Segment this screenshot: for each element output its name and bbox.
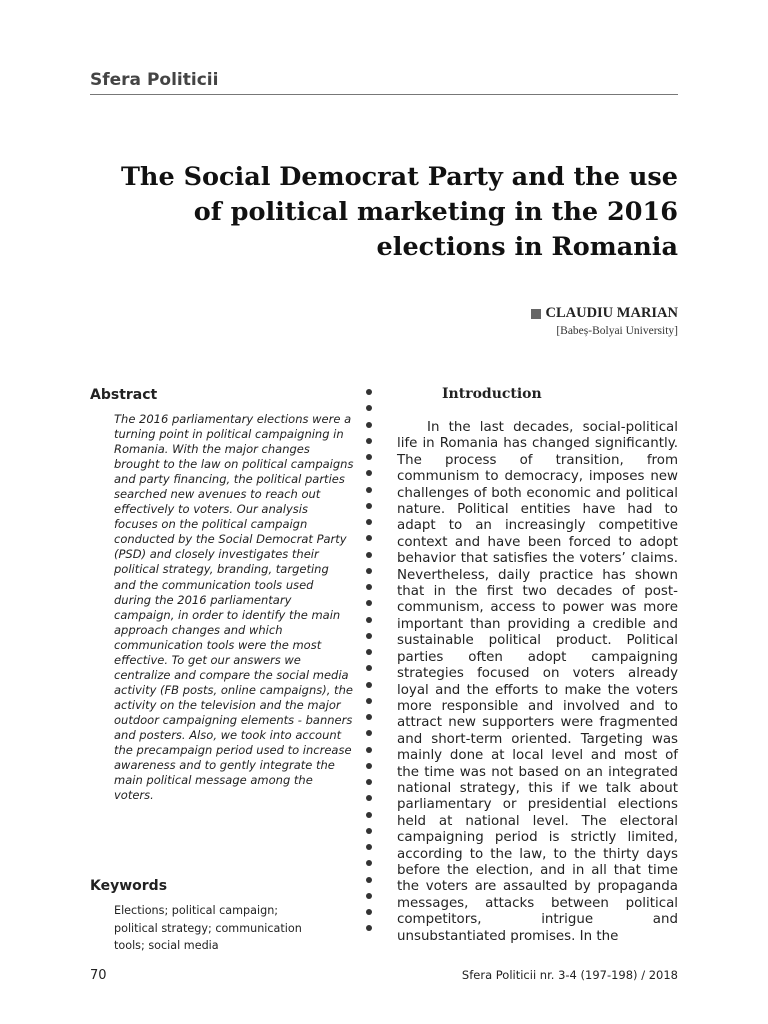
divider-dot [366, 568, 372, 574]
divider-dot [366, 649, 372, 655]
divider-dot [366, 909, 372, 915]
divider-dot [366, 893, 372, 899]
divider-dot [366, 405, 372, 411]
divider-dot [366, 795, 372, 801]
divider-dot [366, 682, 372, 688]
divider-dot [366, 844, 372, 850]
divider-dot [366, 633, 372, 639]
divider-dot [366, 438, 372, 444]
author-affiliation: [Babeș-Bolyai University] [556, 325, 678, 337]
divider-dot [366, 860, 372, 866]
page-number: 70 [90, 968, 107, 983]
keywords-heading: Keywords [90, 878, 168, 894]
divider-dot [366, 519, 372, 525]
divider-dot [366, 779, 372, 785]
divider-dot [366, 877, 372, 883]
divider-dot [366, 698, 372, 704]
divider-dot [366, 535, 372, 541]
divider-dot [366, 828, 372, 834]
divider-dot [366, 925, 372, 931]
divider-dot [366, 747, 372, 753]
divider-dot [366, 454, 372, 460]
divider-dot [366, 763, 372, 769]
abstract-heading: Abstract [90, 387, 158, 403]
divider-dot [366, 584, 372, 590]
divider-dot [366, 730, 372, 736]
divider-dot [366, 487, 372, 493]
divider-dot [366, 812, 372, 818]
journal-header: Sfera Politicii [90, 70, 678, 95]
author-square-icon [531, 309, 541, 319]
abstract-text: The 2016 parliamentary elections were a turning point in political campaigning in Romania. With the major changes brought to the law on political campaigns and party financing, the political parties searched new avenues to reach out effectively to voters. Our analysis focuses on the political campaign conducted by the Social Democrat Party (PSD) and closely investigates their political strategy, branding, targeting and the communication tools used during the 2016 parliamentary campaign, in order to identify the main approach changes and which communication tools were the most effective. To get our answers we centralize and compare the social media activity (FB posts, online campaigns), the activity on the television and the major outdoor campaigning elements - banners and posters. Also, we took into account the precampaign period used to increase awareness and to gently integrate the main political message among the voters. [114, 412, 354, 803]
keywords-text: Elections; political campaign; political strategy; communication tools; social media [114, 904, 302, 952]
author-name: CLAUDIU MARIAN [545, 305, 678, 321]
divider-dot [366, 617, 372, 623]
divider-dot [366, 600, 372, 606]
divider-dot [366, 714, 372, 720]
divider-dot [366, 470, 372, 476]
introduction-heading: Introduction [442, 386, 542, 402]
divider-dot [366, 422, 372, 428]
divider-dot [366, 665, 372, 671]
divider-dot [366, 389, 372, 395]
divider-dot [366, 503, 372, 509]
author-line [531, 305, 678, 322]
column-divider-dots [366, 389, 376, 942]
divider-dot [366, 552, 372, 558]
introduction-text: In the last decades, social-political life in Romania has changed significantly. The process of transition, from communism to democracy, imposes new challenges of both economic and political nature. Political entities have had to adapt to an increasingly competitive context and have been forced to adopt behavior that satisfies the voters’ claims. Nevertheless, daily practice has shown that in the first two decades of post-communism, access to power was more important than providing a credible and sustainable political product. Political parties often adopt campaigning strategies focused on voters already loyal and the efforts to make the voters more responsible and involved and to attract new supporters were fragmented and short-term oriented. Targeting was mainly done at local level and most of the time was not based on an integrated national strategy, this if we talk about parliamentary or presidential elections held at national level. The electoral campaigning period is strictly limited, according to the law, to the thirty days before the election, and in all that time the voters are assaulted by propaganda messages, attacks between political competitors, intrigue and unsubstantiated promises. In the [397, 420, 678, 944]
article-title: The Social Democrat Party and the use of political marketing in the 2016 elections in Romania [120, 162, 678, 262]
footer-citation: Sfera Politicii nr. 3-4 (197-198) / 2018 [461, 968, 678, 982]
